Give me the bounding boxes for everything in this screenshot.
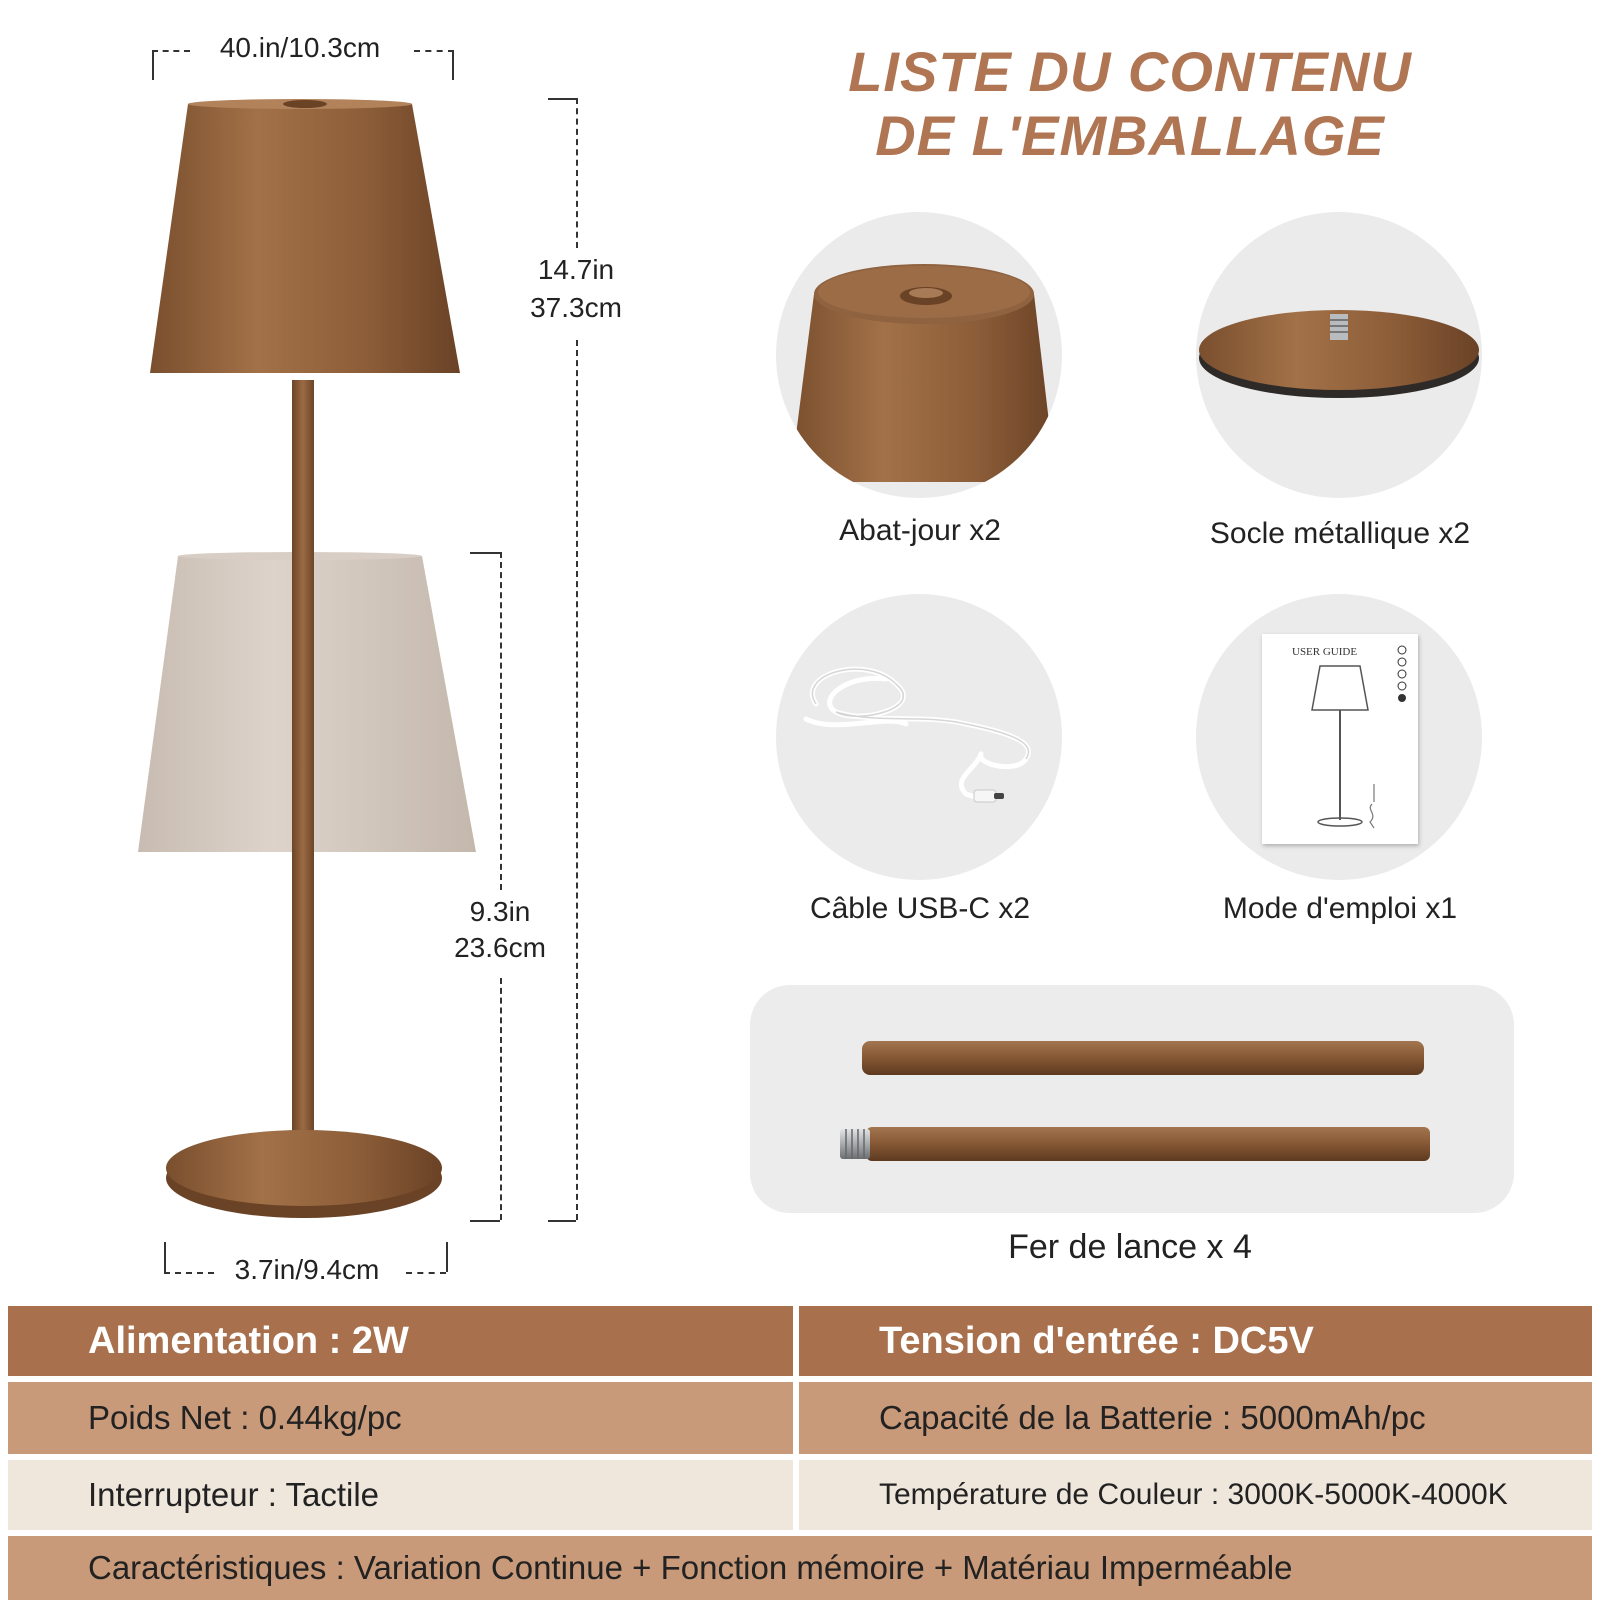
rods-image bbox=[750, 985, 1514, 1213]
page-title bbox=[760, 40, 1500, 168]
lamp-shade-top bbox=[150, 104, 460, 373]
spec-voltage: Tension d'entrée : DC5V bbox=[799, 1306, 1592, 1376]
caption-manual: Mode d'emploi x1 bbox=[1222, 892, 1458, 925]
lampshade-image bbox=[776, 212, 1062, 498]
total-height-cm: 37.3cm bbox=[530, 292, 622, 323]
usb-cable-circle bbox=[776, 594, 1062, 880]
spec-switch: Interrupteur : Tactile bbox=[8, 1460, 793, 1530]
base-width-label: 3.7in/9.4cm bbox=[234, 1254, 380, 1285]
short-height-in: 9.3in bbox=[469, 896, 531, 927]
title-line-1: LISTE DU CONTENU bbox=[848, 40, 1412, 103]
total-height-in: 14.7in bbox=[537, 254, 615, 285]
caption-metal-base: Socle métallique x2 bbox=[1209, 517, 1471, 550]
spec-power: Alimentation : 2W bbox=[8, 1306, 793, 1376]
manual-circle bbox=[1196, 594, 1482, 880]
manual-booklet bbox=[1262, 634, 1418, 844]
title-line-2: DE L'EMBALLAGE bbox=[875, 104, 1385, 167]
caption-lampshade: Abat-jour x2 bbox=[839, 514, 1001, 547]
metal-base-image bbox=[1196, 212, 1482, 498]
spec-battery: Capacité de la Batterie : 5000mAh/pc bbox=[799, 1382, 1592, 1454]
spec-row-1 bbox=[8, 1306, 1592, 1376]
spec-row-2 bbox=[8, 1382, 1592, 1454]
spec-weight: Poids Net : 0.44kg/pc bbox=[8, 1382, 793, 1454]
spec-features: Caractéristiques : Variation Continue + Fonction mémoire + Matériau Imperméable bbox=[8, 1536, 1592, 1600]
caption-usb-cable: Câble USB-C x2 bbox=[809, 892, 1031, 925]
rods-panel bbox=[750, 985, 1514, 1213]
spec-row-3 bbox=[8, 1460, 1592, 1530]
lampshade-circle bbox=[776, 212, 1062, 498]
spec-color-temp: Température de Couleur : 3000K-5000K-4000K bbox=[799, 1460, 1592, 1530]
lamp-rod bbox=[292, 380, 314, 1150]
spec-row-4 bbox=[8, 1536, 1592, 1600]
short-height-cm: 23.6cm bbox=[454, 932, 546, 963]
usb-cable-image bbox=[776, 594, 1062, 880]
lamp-illustration bbox=[0, 0, 760, 1300]
manual-cover-title: USER GUIDE bbox=[1292, 646, 1358, 658]
top-width-label: 40.in/10.3cm bbox=[219, 32, 381, 63]
caption-rods: Fer de lance x 4 bbox=[1008, 1228, 1252, 1266]
metal-base-circle bbox=[1196, 212, 1482, 498]
manual-lamp-drawing bbox=[1262, 634, 1418, 844]
